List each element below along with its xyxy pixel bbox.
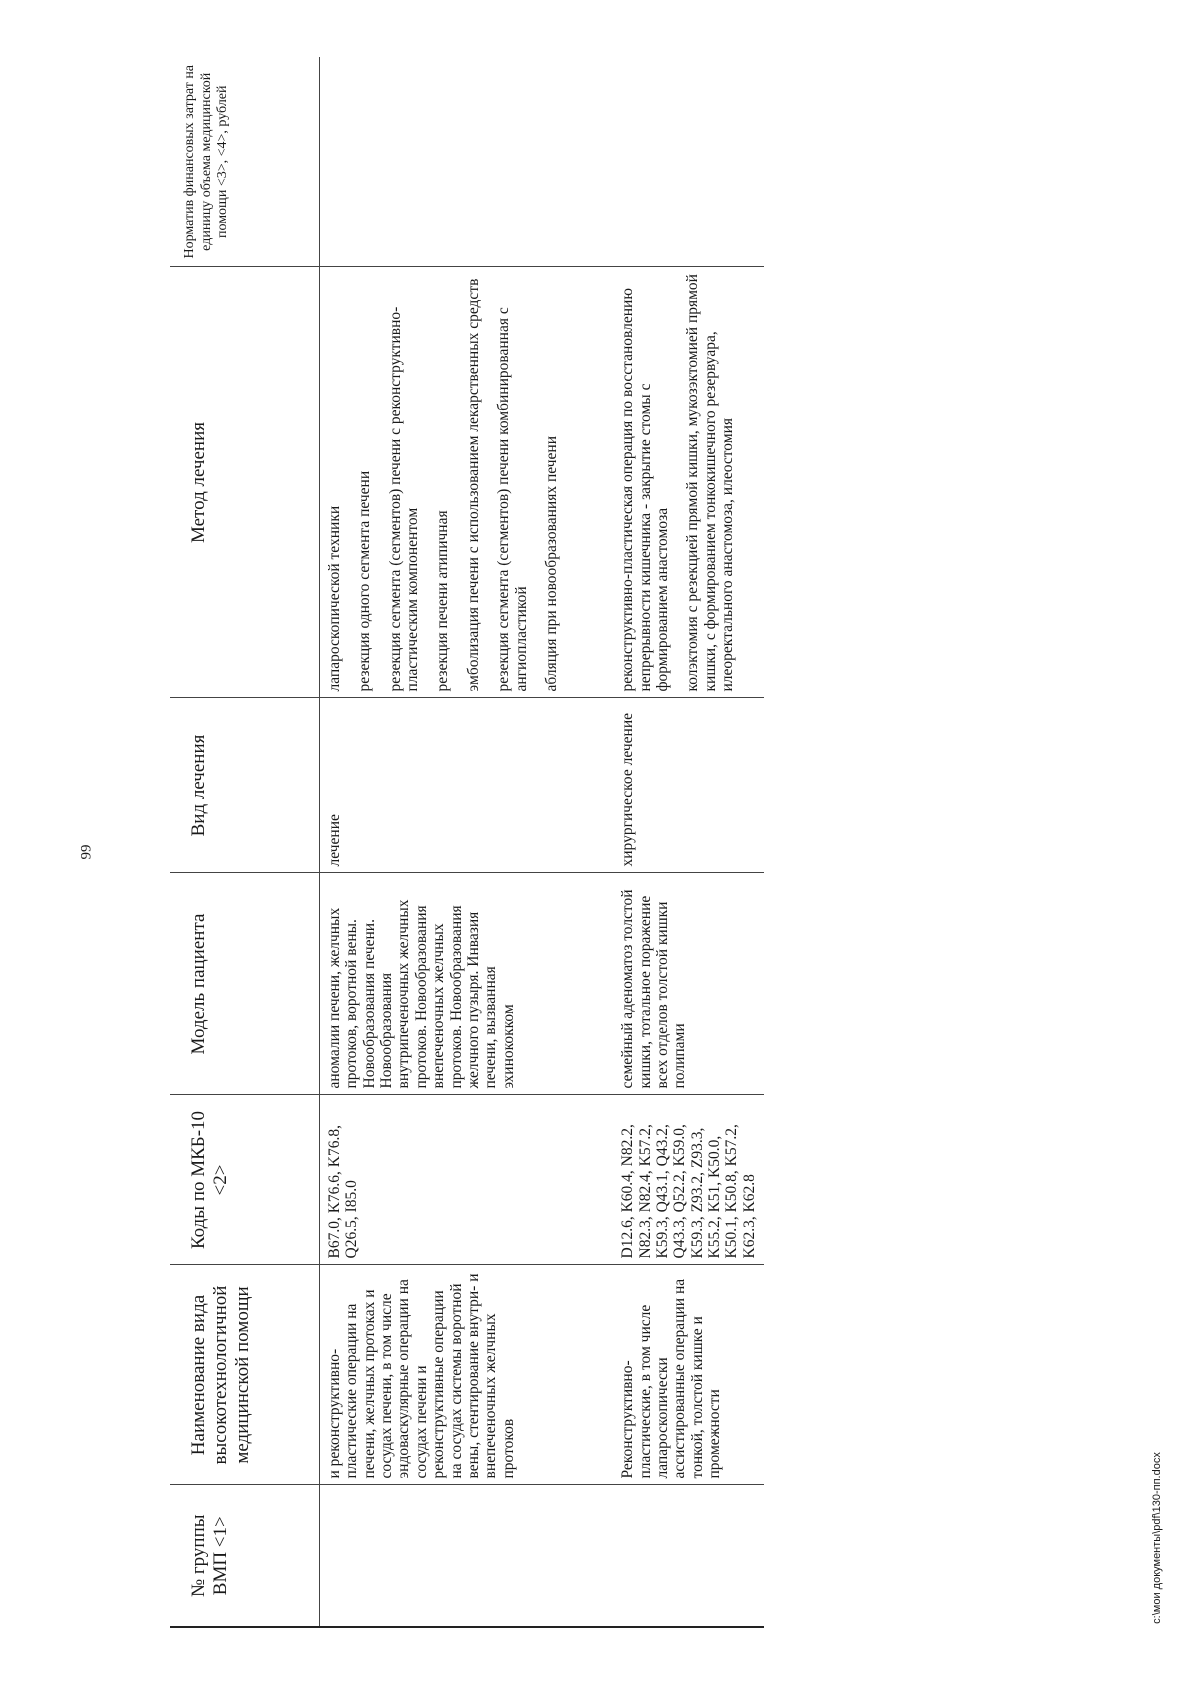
cell-cost-norm <box>613 57 764 267</box>
cell-treatment-type: лечение <box>320 698 614 873</box>
vmp-table <box>170 57 764 1628</box>
cell-vmp-name: и реконструктивно-пластические операции на печени, желчных протоках и сосудах печени, в том числе эндоваскулярные операции на сосудах печени и реконструктивные операции на сосудах системы воротной вены, стентирование внутри- и внепеченочных желчных протоков <box>320 1265 614 1485</box>
landscape-sheet <box>170 58 1170 1628</box>
cell-group-number <box>613 1485 764 1627</box>
header-patient-model: Модель пациента <box>170 873 320 1095</box>
method-item: эмболизация печени с использованием лекарственных средств <box>464 278 482 692</box>
header-cost-norm: Норматив финансовых затрат на единицу объема медицинской помощи <3>, <4>, рублей <box>170 57 320 267</box>
cell-group-number <box>320 1485 614 1627</box>
header-icd-codes: Коды по МКБ-10 <2> <box>170 1095 320 1265</box>
cell-treatment-methods <box>613 267 764 698</box>
footer-file-path: c:\мои документы\pdf\130-пп.docx <box>1151 1452 1163 1624</box>
cell-vmp-name: Реконструктивно-пластические, в том числе лапароскопически ассистированные операции на тонкой, толстой кишке и промежности <box>613 1265 764 1485</box>
method-item: резекция сегмента (сегментов) печени комбинированная с ангиопластикой <box>495 307 530 692</box>
cell-icd-codes: D12.6, K60.4, N82.2, N82.3, N82.4, K57.2, K59.3, Q43.1, Q43.2, Q43.3, Q52.2, K59.0, K59.3, Z93.2, Z93.3, K55.2, K51, K50.0, K50.1, K50.8, K57.2, K62.3, K62.8 <box>613 1095 764 1265</box>
method-item: резекция одного сегмента печени <box>356 470 374 692</box>
table-row <box>320 57 614 1627</box>
cell-icd-codes: B67.0, K76.6, K76.8, Q26.5, I85.0 <box>320 1095 614 1265</box>
cell-treatment-type: хирургическое лечение <box>613 698 764 873</box>
method-item: реконструктивно-пластическая операция по восстановлению непрерывности кишечника - закрытие стомы с формированием анастомоза <box>619 288 671 692</box>
method-item: колэктомия с резекцией прямой кишки, мукозэктомией прямой кишки, с формированием тонкокишечного резервуара, илеоректального анастомоза, илеостомия <box>684 274 737 692</box>
cell-cost-norm <box>320 57 614 267</box>
method-item: резекция печени атипичная <box>434 510 452 692</box>
method-item: лапароскопической техники <box>326 505 343 692</box>
header-treatment-type: Вид лечения <box>170 698 320 873</box>
page-number: 99 <box>78 844 95 860</box>
cell-treatment-methods <box>320 267 614 698</box>
table-row <box>613 57 764 1627</box>
method-item: резекция сегмента (сегментов) печени с реконструктивно-пластическим компонентом <box>386 306 422 692</box>
header-vmp-name: Наименование вида высокотехнологичной медицинской помощи <box>170 1265 320 1485</box>
method-item: абляция при новообразованиях печени <box>542 435 560 692</box>
cell-patient-model: аномалии печени, желчных протоков, воротной вены. Новообразования печени. Новообразования внутрипеченочных желчных протоков. Новообразования внепеченочных желчных протоков. Новообразования желчного пузыря. Инвазия печени, вызванная эхинококком <box>320 873 614 1095</box>
header-group-number: № группы ВМП <1> <box>170 1485 320 1627</box>
table-header-row <box>170 57 320 1627</box>
cell-patient-model: семейный аденоматоз толстой кишки, тотальное поражение всех отделов толстой кишки полипами <box>613 873 764 1095</box>
header-treatment-method: Метод лечения <box>170 267 320 698</box>
